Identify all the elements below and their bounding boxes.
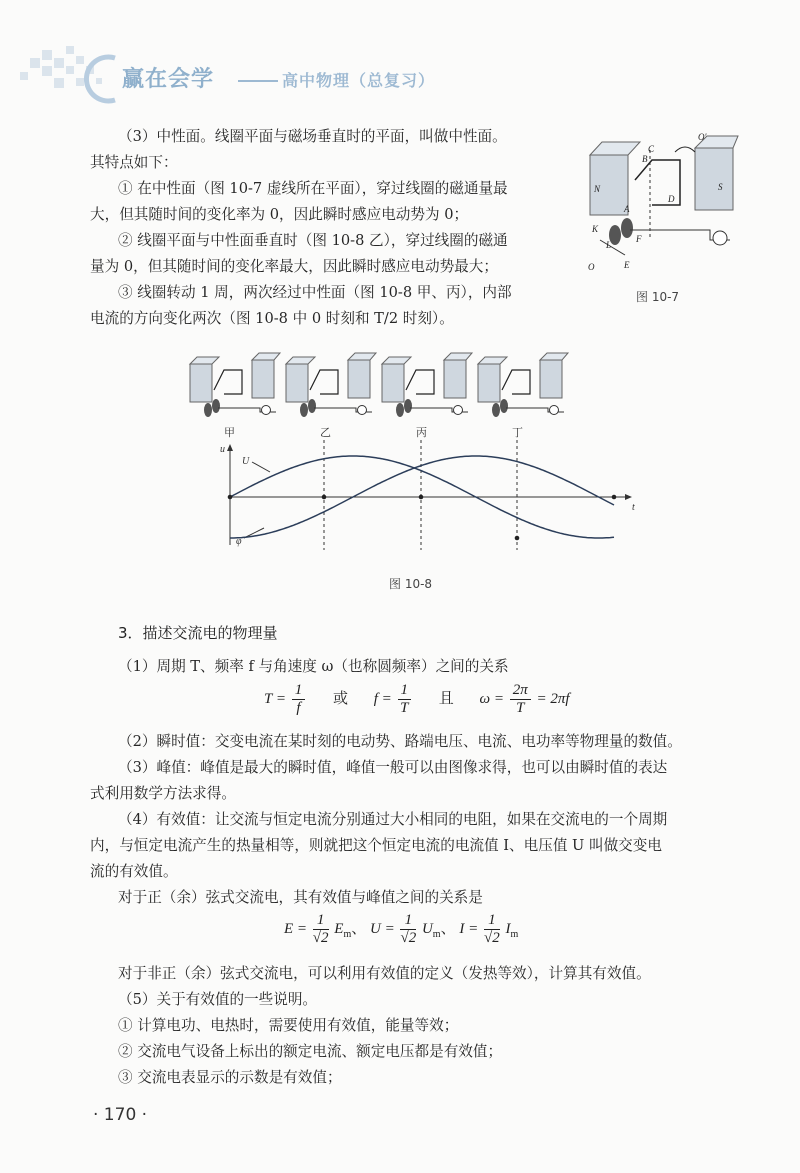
formula-effective-values: E = $\frac{1}{√2}$ $E_m$、 U = $\frac{1}{√2}$ $U_m$、 I = $\frac{1}{√2}$ $I_m$ <box>284 912 519 946</box>
curve-phi-label: φ <box>236 536 242 547</box>
paragraph-line: 对于正（余）弦式交流电，其有效值与峰值之间的关系是 <box>118 889 483 906</box>
figure-10-8 <box>180 340 650 570</box>
panel-label: 丙 <box>416 426 427 439</box>
svg-text:S: S <box>718 182 723 192</box>
generator-panel-3 <box>382 353 472 417</box>
body-line: ③ 线圈转动 1 周，两次经过中性面（图 10-8 甲、丙），内部 <box>118 284 512 301</box>
paragraph-line: ① 计算电功、电热时，需要使用有效值，能量等效； <box>118 1017 459 1034</box>
paragraph-line: 流的有效值。 <box>90 863 178 880</box>
page-number: · 170 · <box>93 1105 148 1125</box>
body-line: 电流的方向变化两次（图 10-8 中 0 时刻和 T/2 时刻）。 <box>90 310 454 327</box>
body-line: 量为 0，但其随时间的变化率最大，因此瞬时感应电动势最大； <box>90 258 498 275</box>
panel-label: 乙 <box>320 426 331 439</box>
body-line: ② 线圈平面与中性面垂直时（图 10-8 乙），穿过线圈的磁通 <box>118 232 508 249</box>
figure-10-7-generator <box>580 130 740 280</box>
generator-panel-1 <box>190 353 280 417</box>
svg-text:A: A <box>624 204 630 214</box>
section-title: 3．描述交流电的物理量 <box>118 624 278 642</box>
paragraph-line: ③ 交流电表显示的示数是有效值； <box>118 1069 342 1086</box>
paragraph-line: （2）瞬时值：交变电流在某时刻的电动势、路端电压、电流、电功率等物理量的数值。 <box>118 733 682 750</box>
svg-text:B: B <box>642 154 648 164</box>
header-decoration <box>20 38 120 108</box>
body-line: 其特点如下： <box>90 154 178 171</box>
t-axis-label: t <box>632 502 635 513</box>
generator-panel-4 <box>478 353 568 417</box>
svg-text:D: D <box>668 194 675 204</box>
paragraph-line: （3）峰值：峰值是最大的瞬时值，峰值一般可以由图像求得，也可以由瞬时值的表达 <box>118 759 668 776</box>
svg-text:N: N <box>594 184 601 194</box>
svg-text:E: E <box>624 260 630 270</box>
figure-10-7-caption: 图 10-7 <box>636 290 680 304</box>
paragraph-line: （5）关于有效值的一些说明。 <box>118 991 318 1008</box>
paragraph-line: 式利用数学方法求得。 <box>90 785 236 802</box>
paragraph-line: 对于非正（余）弦式交流电，可以利用有效值的定义（发热等效），计算其有效值。 <box>118 965 651 982</box>
U-pointer-line <box>252 462 270 472</box>
panel-label: 丁 <box>512 426 523 439</box>
paragraph-line: （4）有效值：让交流与恒定电流分别通过大小相同的电阻，如果在交流电的一个周期 <box>118 811 668 828</box>
paragraph-line: ② 交流电气设备上标出的额定电流、额定电压都是有效值； <box>118 1043 503 1060</box>
svg-text:O: O <box>588 262 595 272</box>
svg-text:O′: O′ <box>698 132 707 142</box>
svg-text:K: K <box>592 224 599 234</box>
paragraph-1: （1）周期 T、频率 f 与角速度 ω（也称圆频率）之间的关系 <box>118 658 509 675</box>
header-divider <box>238 80 278 82</box>
body-line: 大，但其随时间的变化率为 0，因此瞬时感应电动势为 0； <box>90 206 469 223</box>
body-line: （3）中性面。线圈平面与磁场垂直时的平面，叫做中性面。 <box>118 128 507 145</box>
curve-U-label: U <box>242 456 250 467</box>
svg-text:C: C <box>648 144 655 154</box>
body-line: ① 在中性面（图 10-7 虚线所在平面），穿过线圈的磁通量最 <box>118 180 508 197</box>
generator-panel-2 <box>286 353 376 417</box>
panel-label: 甲 <box>224 426 235 439</box>
svg-text:L: L <box>606 240 612 250</box>
figure-10-8-caption: 图 10-8 <box>389 577 433 591</box>
u-axis-label: u <box>220 444 225 455</box>
svg-text:F: F <box>636 234 642 244</box>
header-title: 赢在会学 <box>122 67 215 92</box>
paragraph-line: 内，与恒定电流产生的热量相等，则就把这个恒定电流的电流值 I、电压值 U 叫做交变电 <box>90 837 662 854</box>
header-subtitle: 高中物理（总复习） <box>282 71 436 90</box>
formula-period: T = $\frac{1}{f}$ 或 f = $\frac{1}{T}$ 且 ω = $\frac{2\pi}{T}$ = 2πf <box>264 682 570 716</box>
